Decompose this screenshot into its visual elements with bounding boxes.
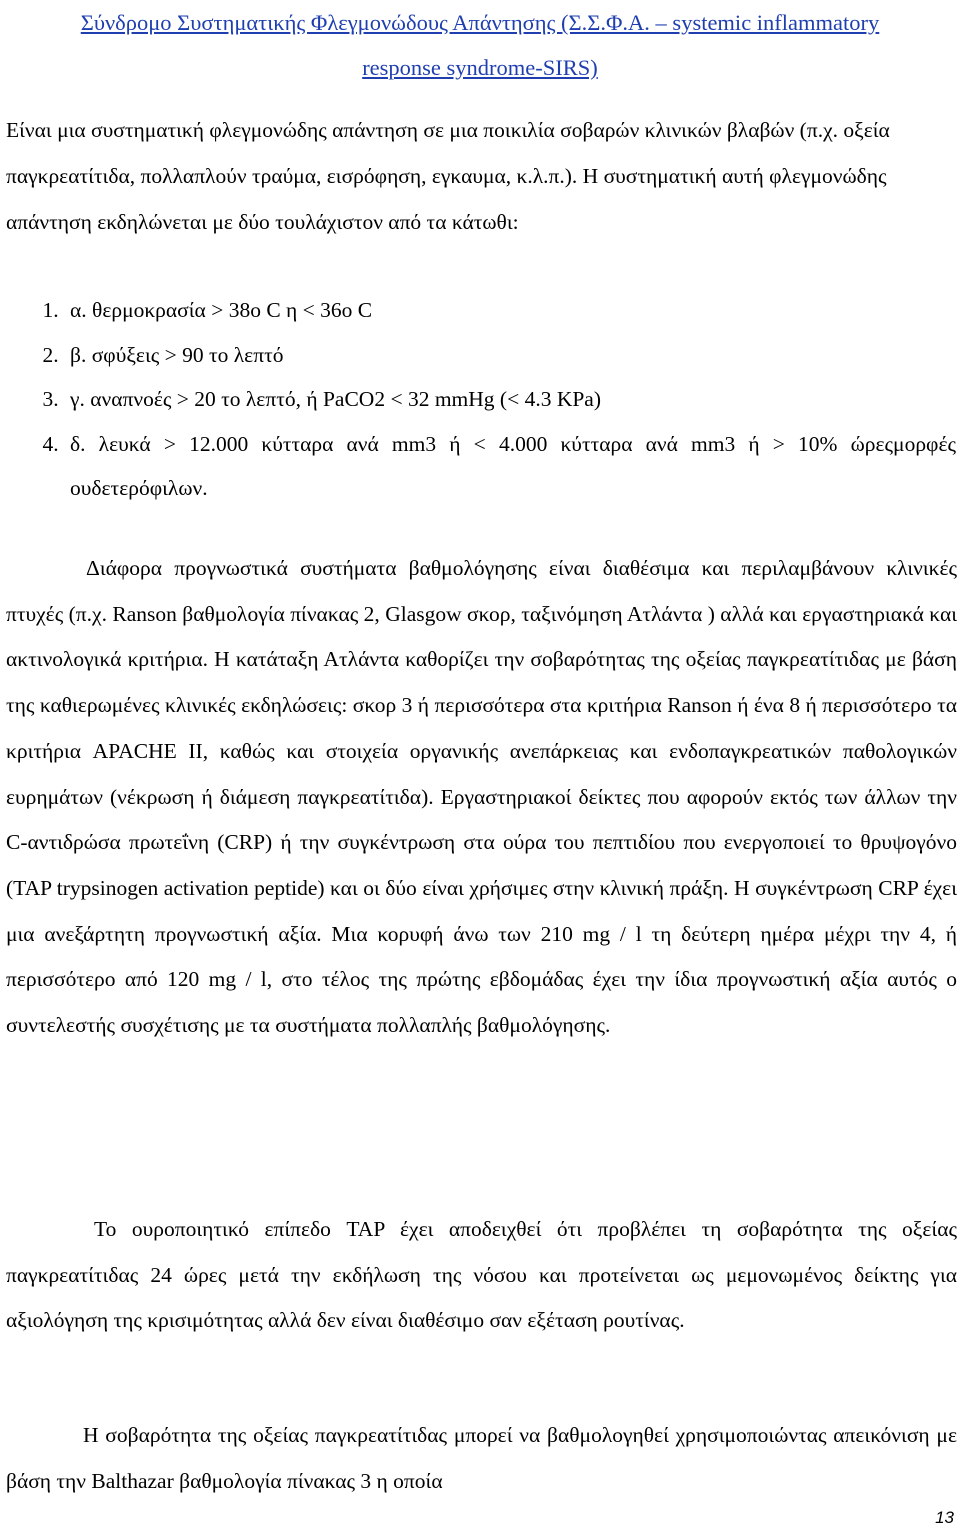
sirs-criteria-list bbox=[0, 288, 956, 511]
title-line-2: response syndrome-SIRS) bbox=[362, 55, 598, 80]
criterion-white-cells: 4. δ. λευκά > 12.000 κύτταρα ανά mm3 ή < 4.000 κύτταρα ανά mm3 ή > 10% ώρεςμορφές ουδετερόφιλων. bbox=[64, 422, 956, 511]
criterion-heart-rate: 2. β. σφύξεις > 90 το λεπτό bbox=[64, 333, 956, 378]
criterion-temperature: 1. α. θερμοκρασία > 38ο C η < 36ο C bbox=[64, 288, 956, 333]
scoring-systems-paragraph: Διάφορα προγνωστικά συστήματα βαθμολόγησης είναι διαθέσιμα και περιλαμβάνουν κλινικές πτυχές (π.χ. Ranson βαθμολογία πίνακας 2, Glasgow σκορ, ταξινόμηση Ατλάντα ) αλλά και εργαστηριακά και ακτινολογικά κριτήρια. Η κατάταξη Ατλάντα καθορίζει την σοβαρότητας της οξείας παγκρεατίτιδας με βάση της καθιερωμένες κλινικές εκδηλώσεις: σκορ 3 ή περισσότερα στα κριτήρια Ranson ή ένα 8 ή περισσότερο τα κριτήρια APACHE II, καθώς και στοιχεία οργανικής ανεπάρκειας και ενδοπαγκρεατικών παθολογικών ευρημάτων (νέκρωση ή διάμεση παγκρεατίτιδα). Εργαστηριακοί δείκτες που αφορούν εκτός των άλλων την C-αντιδρώσα πρωτεΐνη (CRP) ή την συγκέντρωση στα ούρα του πεπτιδίου που ενεργοποιεί το θρυψογόνο (TAP trypsinogen activation peptide) και οι δύο είναι χρήσιμες στην κλινική πράξη. Η συγκέντρωση CRP έχει μια ανεξάρτητη προγνωστική αξία. Μια κορυφή άνω των 210 mg / l τη δεύτερη ημέρα μέχρι την 4, ή περισσότερο από 120 mg / l, στο τέλος της πρώτης εβδομάδας έχει την ίδια προγνωστική αξία αυτός ο συντελεστής συσχέτισης με τα συστήματα πολλαπλής βαθμολόγησης. bbox=[6, 556, 957, 1038]
criterion-respiration: 3. γ. αναπνοές > 20 το λεπτό, ή PaCO2 < 32 mmHg (< 4.3 KPa) bbox=[64, 377, 956, 422]
intro-paragraph: Είναι μια συστηματική φλεγμονώδης απάντηση σε μια ποικιλία σοβαρών κλινικών βλαβών (π.χ. οξεία παγκρεατίτιδα, πολλαπλούν τραύμα, εισρόφηση, εγκαυμα, κ.λ.π.). Η συστηματική αυτή φλεγμονώδης απάντηση εκδηλώνεται με δύο τουλάχιστον από τα κάτωθι: bbox=[6, 118, 890, 234]
balthazar-paragraph: Η σοβαρότητα της οξείας παγκρεατίτιδας μπορεί να βαθμολογηθεί χρησιμοποιώντας απεικόνιση με βάση την Balthazar βαθμολογία πίνακας 3 η οποία bbox=[6, 1423, 957, 1493]
tap-level-paragraph: Το ουροποιητικό επίπεδο TAP έχει αποδειχθεί ότι προβλέπει τη σοβαρότητα της οξείας παγκρεατίτιδας 24 ώρες μετά την εκδήλωση της νόσου και προτείνεται ως μεμονωμένος δείκτης για αξιολόγηση της κρισιμότητας αλλά δεν είναι διαθέσιμο σαν εξέταση ρουτίνας. bbox=[6, 1217, 957, 1333]
document-title bbox=[0, 0, 960, 90]
title-line-1: Σύνδρομο Συστηματικής Φλεγμονώδους Απάντησης (Σ.Σ.Φ.Α. – systemic inflammatory bbox=[80, 10, 880, 35]
page-number: 13 bbox=[935, 1508, 954, 1527]
